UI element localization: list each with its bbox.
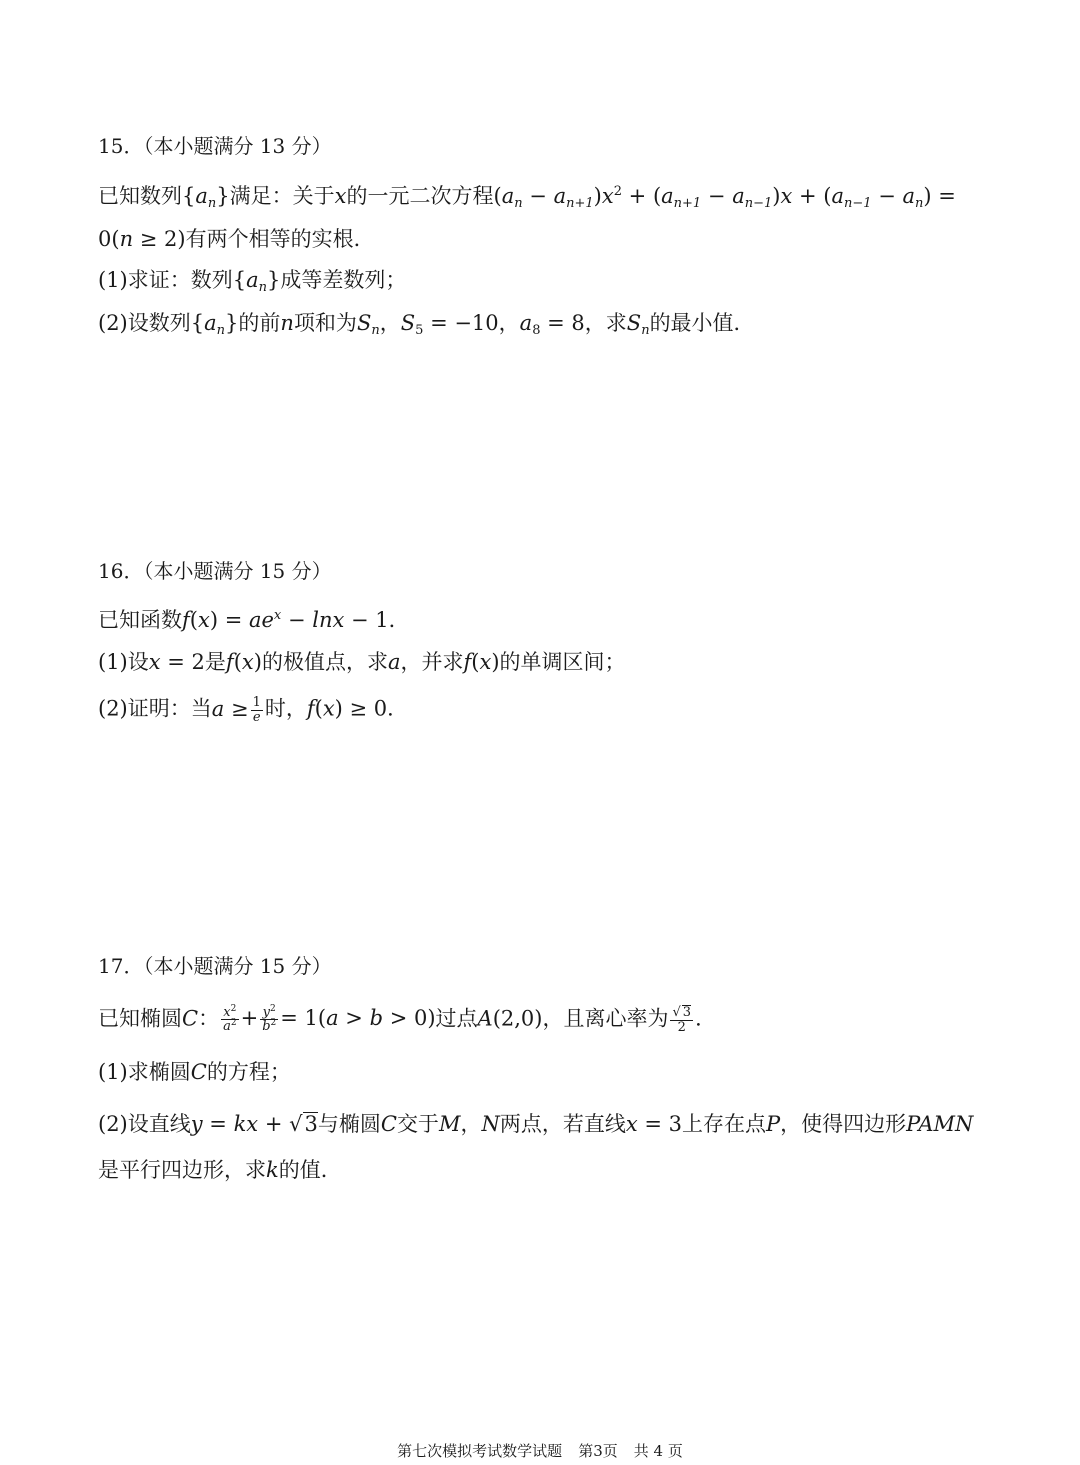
math-expression: y = kx + √3 bbox=[190, 1112, 318, 1136]
math-expression: a bbox=[387, 650, 401, 674]
q15-text: 的最小值． bbox=[649, 311, 755, 335]
math-expression: $S_n$ bbox=[356, 311, 380, 338]
q15-text: ， bbox=[379, 311, 401, 335]
q17-part1 bbox=[98, 1062, 291, 1083]
q17-text: 过点 bbox=[435, 1006, 478, 1031]
math-expression: k bbox=[266, 1158, 279, 1182]
q16-text: ． bbox=[387, 696, 409, 721]
math-expression: N bbox=[481, 1112, 500, 1136]
q17-text: 与椭圆 bbox=[317, 1112, 381, 1136]
q16-text: 已知函数 bbox=[98, 608, 182, 632]
math-expression: PAMN bbox=[906, 1112, 974, 1136]
q17-text: 已知椭圆 bbox=[98, 1006, 182, 1031]
q16-statement bbox=[98, 610, 410, 631]
math-expression: $\frac{x^2}{a^2}$ + $\frac{y^2}{b^2}$ = 1(a > b > 0) bbox=[223, 1003, 436, 1035]
q15-text: 有两个相等的实根． bbox=[185, 227, 375, 251]
q15-text: 满足：关于 bbox=[229, 184, 335, 208]
q16-text: (2)证明：当 bbox=[98, 696, 212, 721]
q15-text: (2)设数列 bbox=[98, 311, 191, 335]
q17-text: ： bbox=[198, 1006, 220, 1031]
math-expression: f(x) bbox=[463, 650, 500, 674]
math-expression: $\{a_n\}$ bbox=[232, 268, 281, 295]
q15-text: ， bbox=[498, 311, 520, 335]
q17-text: 交于 bbox=[396, 1112, 439, 1136]
math-expression: $\{a_n\}$ bbox=[182, 184, 230, 211]
math-expression: $(a_n - a_{n+1})x^2 + (a_{n+1} - a_{n-1})x + (a_{n-1} - a_n)$ = bbox=[493, 184, 956, 211]
q17-text: ． bbox=[695, 1006, 717, 1031]
q15-text: ，求 bbox=[584, 311, 627, 335]
math-expression: x bbox=[334, 184, 347, 208]
math-expression: P bbox=[766, 1112, 781, 1136]
math-expression: a ≥ $\frac{1}{e}$ bbox=[211, 695, 261, 725]
math-expression: C bbox=[182, 1006, 199, 1031]
math-expression: C bbox=[190, 1060, 207, 1084]
q17-text: (1)求椭圆 bbox=[98, 1060, 191, 1084]
q17-text: 上存在点 bbox=[682, 1112, 766, 1136]
math-expression: x = 2 bbox=[148, 650, 205, 674]
q16-text: 的极值点，求 bbox=[261, 650, 388, 674]
math-expression: $f(x) = ae^x - \ln x - 1$ bbox=[182, 608, 389, 632]
math-expression: M bbox=[438, 1112, 461, 1136]
q16-text: ． bbox=[388, 608, 410, 632]
q16-text: (1)设 bbox=[98, 650, 149, 674]
q17-text: 的方程； bbox=[206, 1060, 291, 1084]
q17-text: (2)设直线 bbox=[98, 1112, 191, 1136]
q15-text: 的前 bbox=[238, 311, 281, 335]
q16-part1 bbox=[98, 652, 626, 673]
q15-part2 bbox=[98, 311, 755, 338]
math-expression: x = 3 bbox=[625, 1112, 682, 1136]
math-expression: n bbox=[280, 311, 294, 335]
q16-text: 时， bbox=[264, 696, 307, 721]
math-expression: $a_8 = 8$ bbox=[519, 311, 585, 338]
q15-text: 已知数列 bbox=[98, 184, 182, 208]
math-expression: $S_5 = -10$ bbox=[400, 311, 499, 338]
q15-statement-line1 bbox=[98, 184, 956, 211]
q15-text: 项和为 bbox=[293, 311, 357, 335]
q15-text: (1)求证：数列 bbox=[98, 268, 233, 292]
q17-part2-line1 bbox=[98, 1112, 973, 1136]
q17-part2-line2 bbox=[98, 1160, 342, 1181]
q17-text: 的值． bbox=[278, 1158, 342, 1182]
math-expression: C bbox=[380, 1112, 397, 1136]
math-expression: $\{a_n\}$ bbox=[190, 311, 239, 338]
q17-heading: 17．（本小题满分 15 分） bbox=[98, 954, 332, 978]
math-expression: f(x) bbox=[225, 650, 262, 674]
footer-title: 第七次模拟考试数学试题 bbox=[397, 1442, 563, 1460]
q15-text: 成等差数列； bbox=[280, 268, 407, 292]
math-expression: $\frac{√ 3}{2}$ bbox=[672, 1005, 692, 1036]
q17-text: ，使得四边形 bbox=[780, 1112, 907, 1136]
q16-part2 bbox=[98, 696, 408, 724]
q16-text: 是 bbox=[204, 650, 226, 674]
q16-heading: 16．（本小题满分 15 分） bbox=[98, 559, 332, 583]
math-expression: f(x) ≥ 0 bbox=[306, 696, 388, 721]
q17-text: ，且离心率为 bbox=[542, 1006, 669, 1031]
q15-text: 的一元二次方程 bbox=[346, 184, 494, 208]
footer-page: 第3页 bbox=[578, 1442, 618, 1460]
q16-text: 的单调区间； bbox=[499, 650, 626, 674]
math-expression: $S_n$ bbox=[626, 311, 650, 338]
q17-statement bbox=[98, 1005, 716, 1035]
q15-statement-line2 bbox=[98, 229, 375, 250]
q16-text: ，并求 bbox=[400, 650, 464, 674]
footer-total: 共 4 页 bbox=[633, 1442, 683, 1460]
q17-text: 是平行四边形，求 bbox=[98, 1158, 266, 1182]
math-expression: A(2,0) bbox=[477, 1006, 543, 1031]
q15-heading: 15．（本小题满分 13 分） bbox=[98, 134, 332, 158]
math-expression: 0(n ≥ 2) bbox=[98, 227, 186, 251]
page-footer bbox=[0, 1444, 1080, 1459]
q17-text: ， bbox=[460, 1112, 482, 1136]
q15-part1 bbox=[98, 268, 407, 295]
q17-text: 两点，若直线 bbox=[499, 1112, 626, 1136]
